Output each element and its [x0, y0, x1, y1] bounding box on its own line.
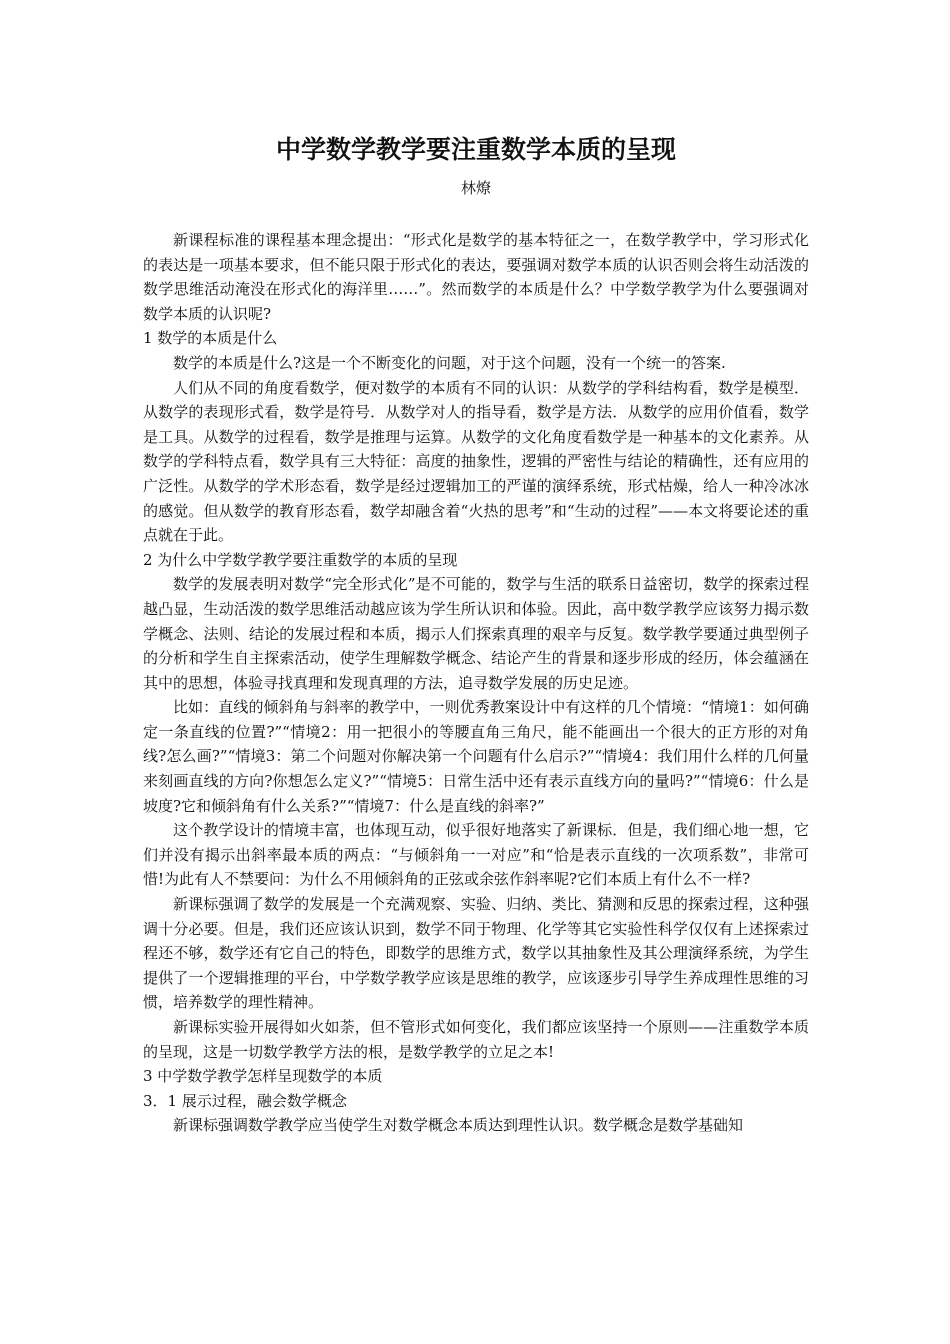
subsection-heading-3-1: 3．1 展示过程，融会数学概念: [143, 1091, 347, 1110]
section-heading-3: 3 中学数学教学怎样呈现数学的本质: [143, 1067, 383, 1086]
paragraph-intro: 新课程标准的课程基本理念提出：“形式化是数学的基本特征之一，在数学教学中，学习形式化的表达是一项基本要求，但不能只限于形式化的表达，要强调对数学本质的认识否则会将生动活泼的数学思维活动淹没在形式化的海洋里……”。然而数学的本质是什么？中学数学教学为什么要强调对数学本质的认识呢?: [143, 231, 809, 323]
paragraph-2a: 数学的发展表明对数学“完全形式化”是不可能的，数学与生活的联系日益密切，数学的探索过程越凸显，生动活泼的数学思维活动越应该为学生所认识和体验。因此，高中数学教学应该努力揭示数学概念、法则、结论的发展过程和本质，揭示人们探索真理的艰辛与反复。数学教学要通过典型例子的分析和学生自主探索活动，使学生理解数学概念、结论产生的背景和逐步形成的经历，体会蕴涵在其中的思想，体验寻找真理和发现真理的方法，追寻数学发展的历史足迹。: [143, 575, 809, 692]
document-author: 林燎: [460, 179, 491, 197]
paragraph-1a: 数学的本质是什么?这是一个不断变化的问题，对于这个问题，没有一个统一的答案.: [173, 353, 726, 372]
section-heading-1: 1 数学的本质是什么: [143, 329, 278, 348]
paragraph-2d: 新课标强调了数学的发展是一个充满观察、实验、归纳、类比、猜测和反思的探索过程，这种强调十分必要。但是，我们还应该认识到，数学不同于物理、化学等其它实验性科学仅仅有上述探索过程还不够，数学还有它自己的特色，即数学的思维方式，数学以其抽象性及其公理演绎系统，为学生提供了一个逻辑推理的平台，中学数学教学应该是思维的教学，应该逐步引导学生养成理性思维的习惯，培养数学的理性精神。: [143, 895, 809, 1012]
paragraph-2b: 比如：直线的倾斜角与斜率的教学中，一则优秀教案设计中有这样的几个情境：“情境1：如何确定一条直线的位置?”“情境2：用一把很小的等腰直角三角尺，能不能画出一个很大的正方形的对角线?怎么画?”“情境3：第二个问题对你解决第一个问题有什么启示?”“情境4：我们用什么样的几何量来刻画直线的方向?你想怎么定义?”“情境5：日常生活中还有表示直线方向的量吗?”“情境6：什么是坡度?它和倾斜角有什么关系?”“情境7：什么是直线的斜率?”: [143, 698, 809, 815]
document-content: [143, 132, 809, 1138]
paragraph-2e: 新课标实验开展得如火如荼，但不管形式如何变化，我们都应该坚持一个原则——注重数学本质的呈现，这是一切数学教学方法的根，是数学教学的立足之本!: [143, 1018, 809, 1061]
section-heading-2: 2 为什么中学数学教学要注重数学的本质的呈现: [143, 550, 458, 569]
paragraph-1b: 人们从不同的角度看数学，便对数学的本质有不同的认识：从数学的学科结构看，数学是模型．从数学的表现形式看，数学是符号．从数学对人的指导看，数学是方法．从数学的应用价值看，数学是工具。从数学的过程看，数学是推理与运算。从数学的文化角度看数学是一种基本的文化素养。从数学的学科特点看，数学具有三大特征：高度的抽象性，逻辑的严密性与结论的精确性，还有应用的广泛性。从数学的学术形态看，数学是经过逻辑加工的严谨的演绎系统，形式枯燥，给人一种冷冰冰的感觉。但从数学的教育形态看，数学却融含着“火热的思考”和“生动的过程”——本文将要论述的重点就在于此。: [143, 378, 809, 545]
document-title: 中学数学教学要注重数学本质的呈现: [275, 135, 676, 164]
paragraph-3-1a: 新课标强调数学教学应当使学生对数学概念本质达到理性认识。数学概念是数学基础知: [173, 1116, 744, 1135]
paragraph-2c: 这个教学设计的情境丰富，也体现互动，似乎很好地落实了新课标．但是，我们细心地一想，它们并没有揭示出斜率最本质的两点：“与倾斜角一一对应”和“恰是表示直线的一次项系数”，非常可惜!为此有人不禁要问：为什么不用倾斜角的正弦或余弦作斜率呢?它们本质上有什么不一样?: [143, 821, 809, 889]
